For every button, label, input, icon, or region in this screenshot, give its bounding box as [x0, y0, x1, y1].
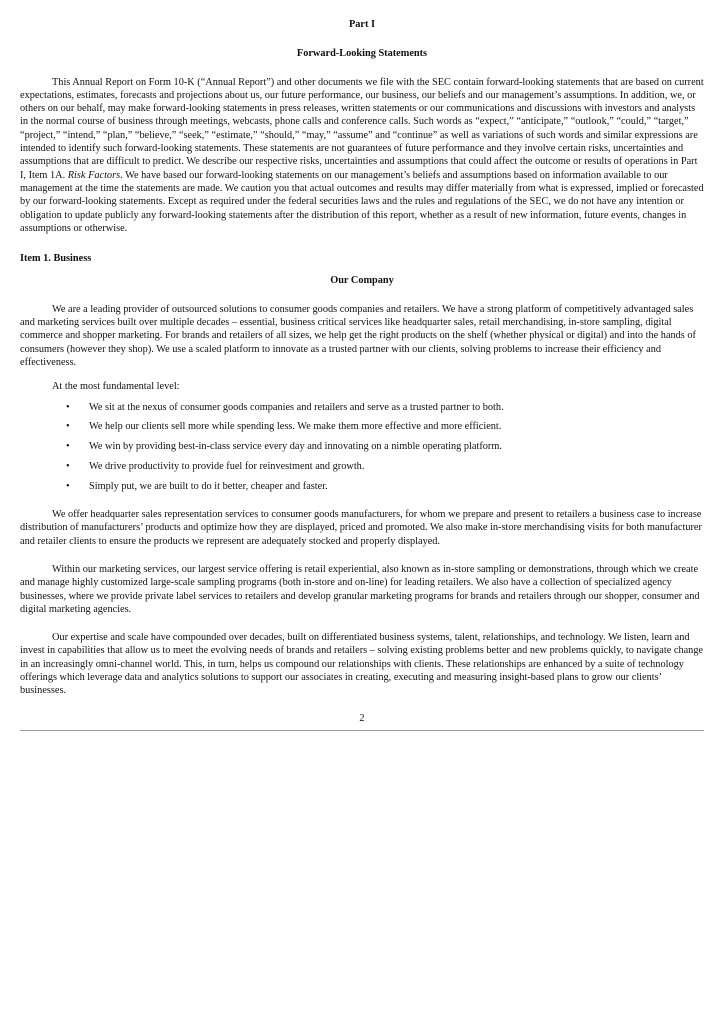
fundamental-intro: At the most fundamental level:	[52, 381, 180, 393]
fls-text-part-2: . We have based our forward-looking statements on our management’s beliefs and assumptions based on information available to our management at the time the statements are made. We caution you that actual outcomes and results may differ materially from what is expressed, implied or forecasted by our forward-looking statements. Except as required under the federal securities laws and the rules and regulations of the SEC, we do not have any intention or obligation to update publicly any forward-looking statements after the distribution of this report, whether as a result of new information, future events, changes in assumptions or otherwise.	[20, 169, 704, 234]
forward-looking-statements-title: Forward-Looking Statements	[296, 48, 428, 60]
bullet-mark: •	[66, 401, 70, 413]
fls-text-part-1: This Annual Report on Form 10-K (“Annual Report”) and other documents we file with the SEC contain forward-looking statements that are based on current expectations, estimates, forecasts and projections about us, our future performance, our business, our beliefs and our management’s assumptions. In addition, we, or others on our behalf, may make forward-looking statements in press releases, written statements or our communications and discussions with investors and analysts in the normal course of business through meetings, webcasts, phone calls and conference calls. Such words as “expect,” “anticipate,” “outlook,” “could,” “target,” “project,” “intend,” “plan,” “believe,” “seek,” “estimate,” “should,” “may,” “assume” and “continue” as well as variations of such words and similar expressions are intended to identify such forward-looking statements. These statements are not guarantees of future performance and they involve certain risks, uncertainties and assumptions that are difficult to predict. We describe our respective risks, uncertainties and assumptions that could affect the outcome or results of operations in Part I, Item 1A.	[20, 76, 704, 181]
fundamental-bullet-list	[20, 401, 704, 493]
page-number: 2	[359, 712, 365, 724]
marketing-services-paragraph: Within our marketing services, our largest service offering is retail experiential, also known as in-store sampling or demonstrations, through which we create and manage highly customized large-scale sampling programs (both in-store and on-line) for leading retailers. We also have a collection of specialized agency businesses, where we provide private label services to retailers and develop granular marketing programs for brands and retailers through our shopper, consumer and digital marketing agencies.	[20, 563, 700, 615]
forward-looking-statements-paragraph	[20, 76, 704, 236]
list-item	[20, 460, 704, 473]
list-item	[20, 420, 704, 433]
bullet-mark: •	[66, 421, 70, 433]
expertise-paragraph: Our expertise and scale have compounded over decades, built on differentiated business systems, talent, relationships, and technology. We listen, learn and invest in capabilities that allow us to meet the evolving needs of brands and retailers – solving existing problems better and new problems quickly, to navigate change in an increasingly omni-channel world. This, in turn, helps us compound our relationships with clients. These relationships are enhanced by a suite of technology offerings which leverage data and analytics solutions to support our associates in creating, executing and measuring insight-based plans to grow our clients’ businesses.	[20, 632, 704, 697]
bullet-text: We help our clients sell more while spending less. We make them more effective and more efficient.	[89, 421, 502, 433]
our-company-title: Our Company	[330, 275, 394, 287]
risk-factors-reference: Risk Factors	[67, 169, 121, 181]
page-footer-divider	[20, 730, 704, 731]
bullet-text: We win by providing best-in-class service every day and innovating on a nimble operating platform.	[89, 441, 502, 453]
list-item	[20, 401, 704, 414]
bullet-mark: •	[66, 441, 70, 453]
bullet-text: We sit at the nexus of consumer goods companies and retailers and serve as a trusted partner to both.	[89, 401, 504, 413]
bullet-mark: •	[66, 480, 70, 492]
company-paragraph: We are a leading provider of outsourced solutions to consumer goods companies and retailers. We have a strong platform of competitively advantaged sales and marketing services built over multiple decades – essential, business critical services like headquarter sales, retail merchandising, in-store sampling, digital commerce and shopper marketing. For brands and retailers of all sizes, we help get the right products on the shelf (whether physical or digital) and into the hands of consumers (however they shop). We use a scaled platform to innovate as a trusted partner with our clients, solving problems to increase their efficiency and effectiveness.	[20, 303, 696, 368]
document-page	[20, 18, 704, 725]
headquarter-sales-paragraph: We offer headquarter sales representation services to consumer goods manufacturers, for whom we prepare and present to retailers a business case to increase distribution of manufacturers’ products and optimize how they are displayed, priced and promoted. We also make in-store merchandising visits for both manufacturer and retailer clients to ensure the products we represent are adequately stocked and properly displayed.	[20, 509, 702, 547]
list-item	[20, 480, 704, 493]
list-item	[20, 440, 704, 453]
bullet-text: We drive productivity to provide fuel for reinvestment and growth.	[89, 460, 365, 472]
bullet-mark: •	[66, 460, 70, 472]
bullet-text: Simply put, we are built to do it better, cheaper and faster.	[89, 480, 328, 492]
item-1-business-title: Item 1. Business	[20, 253, 92, 265]
part-title: Part I	[348, 19, 376, 30]
